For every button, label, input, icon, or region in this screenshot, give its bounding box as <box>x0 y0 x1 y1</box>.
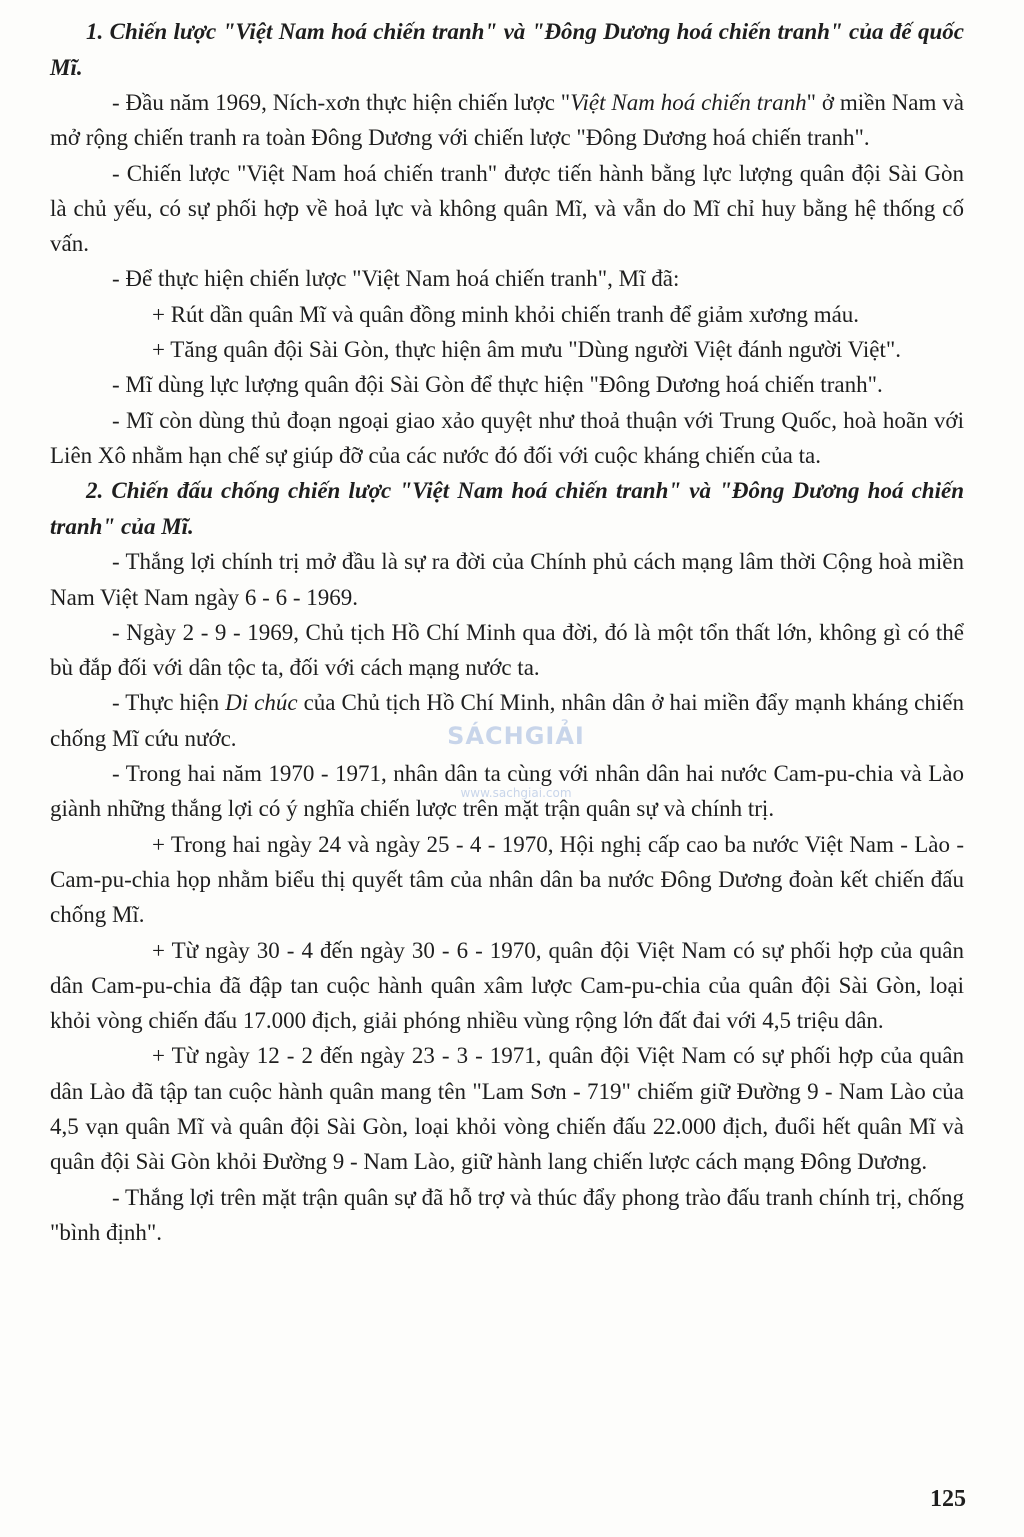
section-2-heading: 2. Chiến đấu chống chiến lược "Việt Nam hoá chiến tranh" và "Đông Dương hoá chiến tranh" của Mĩ. <box>50 478 964 539</box>
section-2-paragraph: - Thắng lợi chính trị mở đầu là sự ra đời của Chính phủ cách mạng lâm thời Cộng hoà miền Nam Việt Nam ngày 6 - 6 - 1969. <box>50 549 964 610</box>
text-run: - Thực hiện <box>112 690 226 716</box>
section-1-heading: 1. Chiến lược "Việt Nam hoá chiến tranh" và "Đông Dương hoá chiến tranh" của đế quốc Mĩ. <box>50 19 964 80</box>
section-2-paragraph: - Thắng lợi trên mặt trận quân sự đã hỗ trợ và thúc đẩy phong trào đấu tranh chính trị, chống "bình định". <box>50 1184 964 1245</box>
section-1-paragraph: - Mĩ còn dùng thủ đoạn ngoại giao xảo quyệt như thoả thuận với Trung Quốc, hoà hoãn với Liên Xô nhằm hạn chế sự giúp đỡ của các nước đó đối với cuộc kháng chiến của ta. <box>50 407 964 468</box>
text-run: - Đầu năm 1969, Ních-xơn thực hiện chiến lược " <box>112 90 571 115</box>
section-2-paragraph <box>50 685 964 756</box>
section-2-paragraph: - Trong hai năm 1970 - 1971, nhân dân ta cùng với nhân dân hai nước Cam-pu-chia và Lào giành những thắng lợi có ý nghĩa chiến lược trên mặt trận quân sự và chính trị. <box>50 761 964 822</box>
section-1-paragraph: - Để thực hiện chiến lược "Việt Nam hoá chiến tranh", Mĩ đã: <box>112 266 680 292</box>
watermark-brand: SÁCHGIẢI <box>447 722 585 750</box>
document-page <box>50 14 964 1250</box>
section-1-sub-item: + Tăng quân đội Sài Gòn, thực hiện âm mưu "Dùng người Việt đánh người Việt". <box>152 337 902 363</box>
text-run: của Chủ tịch Hồ Chí Minh, nhân dân ở hai miền đẩy mạnh kháng chiến chống Mĩ cứu nước. <box>50 690 964 751</box>
section-2-sub-item: + Từ ngày 30 - 4 đến ngày 30 - 6 - 1970, quân đội Việt Nam có sự phối hợp của quân dân Cam-pu-chia đã đập tan cuộc hành quân xâm lược Cam-pu-chia của quân đội Sài Gòn, loại khỏi vòng chiến đấu 17.000 địch, giải phóng nhiều vùng rộng lớn đất đai với 4,5 triệu dân. <box>50 937 964 1034</box>
section-2-sub-item: + Trong hai ngày 24 và ngày 25 - 4 - 1970, Hội nghị cấp cao ba nước Việt Nam - Lào - Cam-pu-chia họp nhằm biểu thị quyết tâm của nhân dân ba nước Đông Dương đoàn kết chiến đấu chống Mĩ. <box>50 831 964 928</box>
section-1-paragraph: - Chiến lược "Việt Nam hoá chiến tranh" được tiến hành bằng lực lượng quân đội Sài Gòn là chủ yếu, có sự phối hợp về hoả lực và không quân Mĩ, và vẫn do Mĩ chỉ huy bằng hệ thống cố vấn. <box>50 160 964 257</box>
page-number: 125 <box>930 1486 966 1512</box>
watermark-site: www.sachgiai.com <box>460 786 572 800</box>
text-run: " ở miền Nam và mở rộng chiến tranh ra toàn Đông Dương với chiến lược "Đông Dương hoá chiến tranh". <box>50 90 964 151</box>
section-2-paragraph: - Ngày 2 - 9 - 1969, Chủ tịch Hồ Chí Minh qua đời, đó là một tổn thất lớn, không gì có thể bù đắp đối với dân tộc ta, đối với cách mạng nước ta. <box>50 619 964 681</box>
italic-phrase: Việt Nam hoá chiến tranh <box>570 90 807 115</box>
section-1-sub-item: + Rút dần quân Mĩ và quân đồng minh khỏi chiến tranh để giảm xương máu. <box>152 301 860 327</box>
section-1-paragraph: - Mĩ dùng lực lượng quân đội Sài Gòn để thực hiện "Đông Dương hoá chiến tranh". <box>112 372 883 398</box>
section-1-paragraph <box>50 85 964 156</box>
section-2-sub-item: + Từ ngày 12 - 2 đến ngày 23 - 3 - 1971, quân đội Việt Nam có sự phối hợp của quân dân Lào đã tập tan cuộc hành quân mang tên "Lam Sơn - 719" chiếm giữ Đường 9 - Nam Lào của 4,5 vạn quân Mĩ và quân đội Sài Gòn, loại khỏi vòng chiến đấu 22.000 địch, đuổi hết quân Mĩ và quân đội Sài Gòn khỏi Đường 9 - Nam Lào, giữ hành lang chiến lược cách mạng Đông Dương. <box>50 1043 964 1175</box>
italic-phrase: Di chúc <box>225 690 298 716</box>
